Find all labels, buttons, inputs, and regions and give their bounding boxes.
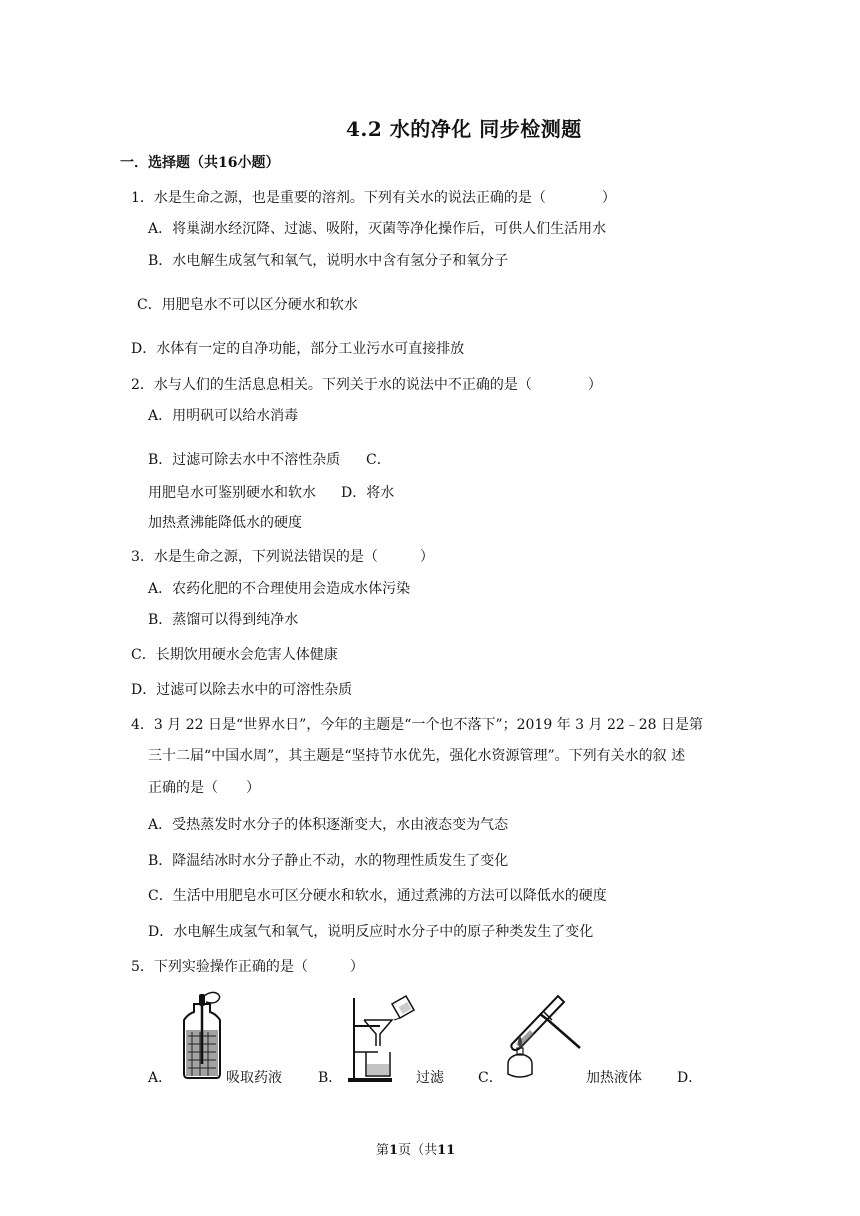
question-2-stem: 2．水与人们的生活息息相关。下列关于水的说法中不正确的是（ ）: [131, 377, 602, 393]
footer-total-pages: 11: [437, 1143, 456, 1158]
question-1-option-c: C．用肥皂水不可以区分硬水和软水: [137, 297, 358, 313]
question-1-option-b: B．水电解生成氢气和氧气，说明水中含有氢分子和氧分子: [148, 253, 509, 269]
figure-a-label: A．: [148, 1070, 173, 1086]
filtration-funnel-icon: [340, 994, 416, 1084]
footer-page-number: 1: [389, 1143, 399, 1158]
question-4-stem-line-3: 正确的是（ ）: [148, 780, 260, 796]
figure-a-caption: 吸取药液: [226, 1070, 282, 1086]
section-heading: 一．选择题（共16小题）: [120, 155, 280, 171]
question-2-option-a: A．用明矾可以给水消毒: [148, 408, 299, 424]
question-4-option-c: C．生活中用肥皂水可区分硬水和软水，通过煮沸的方法可以降低水的硬度: [148, 888, 607, 904]
question-2-option-d-letter: D．将水: [341, 485, 395, 501]
question-3-option-b: B．蒸馏可以得到纯净水: [148, 612, 299, 628]
question-4-option-a: A．受热蒸发时水分子的体积逐渐变大，水由液态变为气态: [148, 817, 509, 833]
figure-b-label: B．: [318, 1070, 343, 1086]
page-title: 4.2 水的净化 同步检测题: [346, 117, 582, 141]
figure-c-caption: 加热液体: [586, 1070, 642, 1086]
question-2-option-c-text: 用肥皂水可鉴别硬水和软水: [148, 485, 316, 501]
question-3-option-a: A．农药化肥的不合理使用会造成水体污染: [148, 581, 411, 597]
question-3-option-d: D．过滤可以除去水中的可溶性杂质: [131, 682, 353, 698]
figure-d-label: D．: [677, 1070, 703, 1086]
question-5-stem: 5．下列实验操作正确的是（ ）: [131, 959, 364, 975]
footer-middle: 页（共: [398, 1143, 438, 1158]
question-1-stem: 1．水是生命之源，也是重要的溶剂。下列有关水的说法正确的是（ ）: [131, 190, 616, 206]
question-4-option-d: D．水电解生成氢气和氧气，说明反应时水分子中的原子种类发生了变化: [148, 924, 594, 940]
question-2-option-c-letter: C．: [366, 452, 391, 468]
question-3-stem: 3．水是生命之源，下列说法错误的是（ ）: [131, 549, 434, 565]
dropper-bottle-icon: [176, 990, 226, 1082]
question-1-option-d: D．水体有一定的自净功能，部分工业污水可直接排放: [131, 341, 465, 357]
footer-prefix: 第: [376, 1143, 390, 1158]
question-2-option-d-text: 加热煮沸能降低水的硬度: [148, 515, 302, 531]
question-3-option-c: C．长期饮用硬水会危害人体健康: [131, 647, 338, 663]
page-footer: [376, 1139, 455, 1158]
question-4-option-b: B．降温结冰时水分子静止不动，水的物理性质发生了变化: [148, 853, 509, 869]
test-tube-heating-icon: [500, 990, 586, 1084]
question-4-stem-line-1: 4．3 月 22 日是“世界水日”，今年的主题是“一个也不落下”；2019 年 3 月 22﹣28 日是第: [131, 717, 704, 733]
question-2-option-b: B．过滤可除去水中不溶性杂质: [148, 452, 341, 468]
question-1-option-a: A．将巢湖水经沉降、过滤、吸附，灭菌等净化操作后，可供人们生活用水: [148, 221, 607, 237]
figure-c-label: C．: [478, 1070, 503, 1086]
question-4-stem-line-2: 三十二届“中国水周”，其主题是“坚持节水优先，强化水资源管理”。下列有关水的叙 述: [148, 748, 686, 764]
figure-b-caption: 过滤: [416, 1070, 444, 1086]
